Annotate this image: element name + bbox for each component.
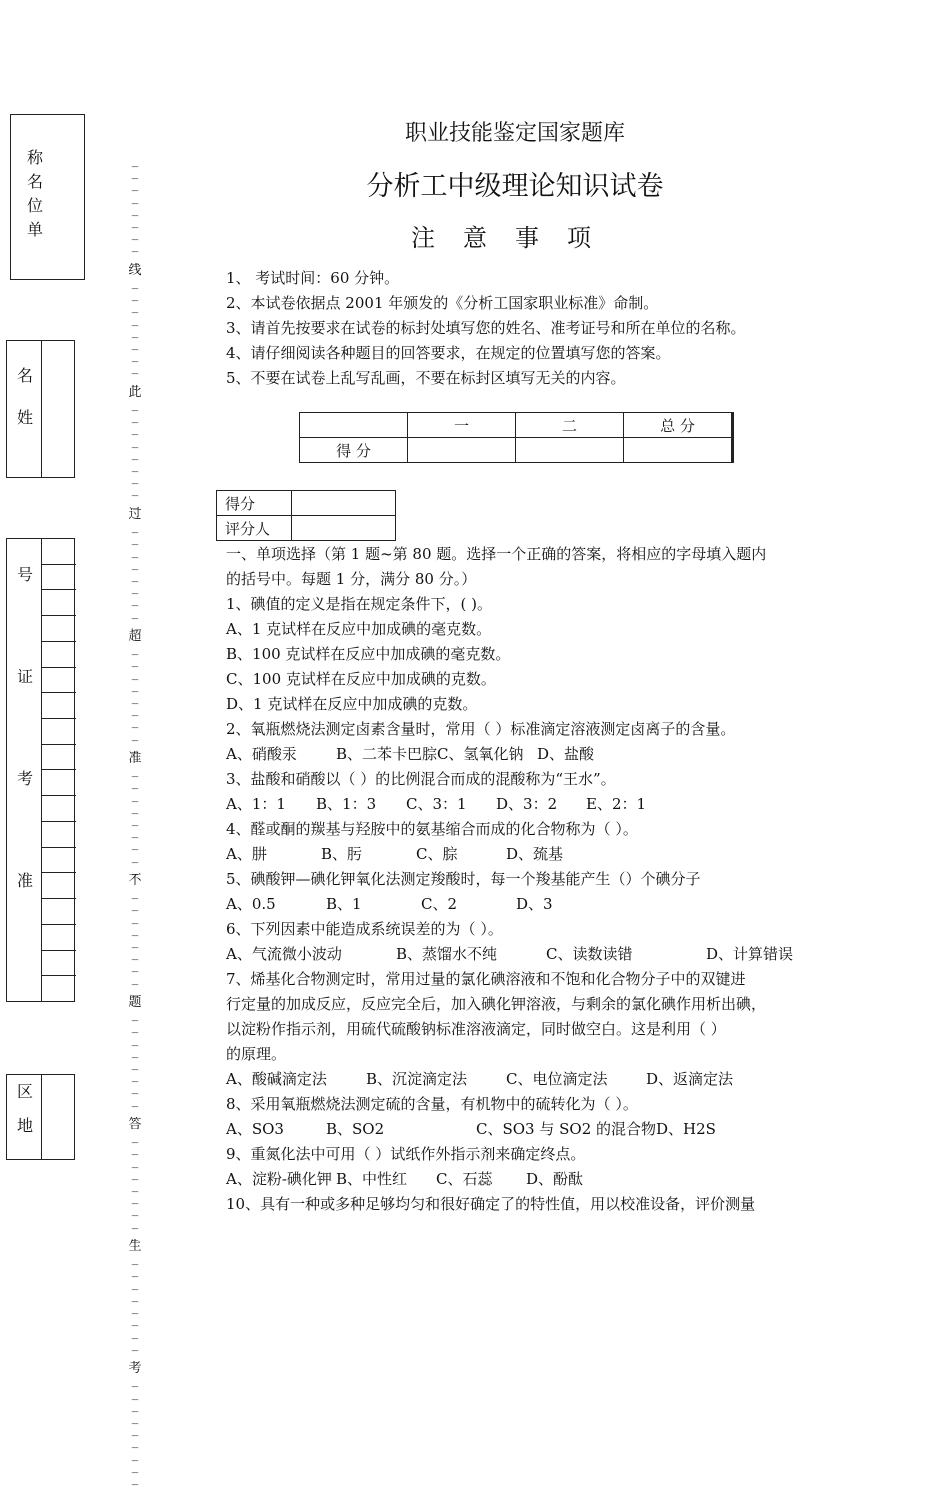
name-blank-field[interactable]	[41, 341, 75, 477]
notice-heading: 注意事项	[411, 224, 619, 252]
question-section	[226, 542, 816, 1217]
question-list	[226, 592, 816, 1217]
score-cell-total[interactable]	[624, 438, 733, 463]
answer-option[interactable]: C、石蕊	[436, 1170, 493, 1188]
answer-option[interactable]: D、酚酞	[526, 1170, 584, 1188]
question-stem: 4、醛或酮的羰基与羟胺中的氨基缩合而成的化合物称为（ ）。	[226, 820, 638, 838]
notice-item: 5、不要在试卷上乱写乱画，不要在标封区填写无关的内容。	[226, 369, 626, 387]
answer-option[interactable]: B、1：3	[316, 795, 377, 813]
score-header-total: 总 分	[624, 413, 733, 438]
answer-option[interactable]: A、1：1	[226, 795, 286, 813]
answer-options	[226, 892, 816, 917]
question-stem: 5、碘酸钾—碘化钾氧化法测定羧酸时，每一个羧基能产生（）个碘分子	[226, 870, 701, 888]
question-stem: 10、具有一种或多种足够均匀和很好确定了的特性值，用以校准设备，评价测量	[226, 1195, 756, 1213]
notice-item: 2、本试卷依据点 2001 年颁发的《分析工国家职业标准》命制。	[226, 294, 659, 312]
question-stem: 3、盐酸和硝酸以（ ）的比例混合而成的混酸称为“王水”。	[226, 770, 616, 788]
unit-label-char: 称名位单	[24, 149, 44, 245]
answer-option[interactable]: B、蒸馏水不纯	[396, 945, 498, 963]
answer-option[interactable]: C、电位滴定法	[506, 1070, 608, 1088]
answer-option[interactable]: A、淀粉-碘化钾	[226, 1170, 332, 1188]
question-bank-title: 职业技能鉴定国家题库	[404, 121, 625, 146]
answer-option[interactable]: C、SO3 与 SO2 的混合物	[476, 1120, 657, 1138]
answer-option[interactable]: B、二苯卡巴腙	[336, 745, 438, 763]
notice-item: 4、请仔细阅读各种题目的回答要求，在规定的位置填写您的答案。	[226, 344, 671, 362]
score-summary-table	[299, 412, 734, 463]
region-blank-field[interactable]	[41, 1075, 75, 1159]
score-header-part1: 一	[408, 413, 516, 438]
exam-id-box	[6, 538, 75, 1002]
answer-option[interactable]: A、SO3	[226, 1120, 284, 1138]
grader-score-cell[interactable]	[292, 491, 396, 516]
answer-option[interactable]: C、2	[421, 895, 458, 913]
exam-id-label: 号证考准	[14, 566, 34, 974]
score-cell-part2[interactable]	[516, 438, 624, 463]
name-label: 名姓	[14, 367, 34, 451]
score-cell-part1[interactable]	[408, 438, 516, 463]
answer-option[interactable]: B、沉淀滴定法	[366, 1070, 468, 1088]
answer-options	[226, 1067, 816, 1092]
score-row-label: 得 分	[300, 438, 408, 463]
answer-options	[226, 642, 816, 667]
answer-option[interactable]: A、酸碱滴定法	[226, 1070, 327, 1088]
answer-options	[226, 617, 816, 642]
answer-option[interactable]: C、读数读错	[546, 945, 633, 963]
answer-option[interactable]: C、100 克试样在反应中加成碘的克数。	[226, 670, 496, 688]
name-box	[6, 340, 75, 478]
answer-option[interactable]: A、气流微小波动	[226, 945, 342, 963]
answer-options	[226, 842, 816, 867]
answer-option[interactable]: D、巯基	[506, 845, 564, 863]
answer-option[interactable]: D、返滴定法	[646, 1070, 734, 1088]
answer-option[interactable]: C、腙	[416, 845, 458, 863]
grader-score-label: 得分	[217, 491, 292, 516]
question-stem: 2、氧瓶燃烧法测定卤素含量时，常用（ ）标准滴定溶液测定卤离子的含量。	[226, 720, 736, 738]
answer-option[interactable]: A、肼	[226, 845, 267, 863]
question-stem: 的原理。	[226, 1045, 287, 1063]
answer-option[interactable]: B、SO2	[326, 1120, 385, 1138]
answer-options	[226, 1167, 816, 1192]
answer-option[interactable]: B、中性红	[336, 1170, 408, 1188]
answer-option[interactable]: D、H2S	[656, 1120, 716, 1138]
question-stem: 1、碘值的定义是指在规定条件下，( )。	[226, 595, 493, 613]
region-label: 区地	[14, 1083, 34, 1151]
question-stem: 8、采用氧瓶燃烧法测定硫的含量，有机物中的硫转化为（ ）。	[226, 1095, 638, 1113]
answer-option[interactable]: E、2：1	[586, 795, 647, 813]
question-stem: 行定量的加成反应，反应完全后，加入碘化钾溶液，与剩余的氯化碘作用析出碘，	[226, 995, 767, 1013]
answer-option[interactable]: A、0.5	[226, 895, 276, 913]
binding-cut-line: _ _ _ _ _ _ _ _ _ 线 _ _ _ _ _ _ _ _ _ 此 _ _ _ _ _ _ _ _ _ 过 _ _ _ _ _ _ _ _ _ 超 _ _ _ _ _ _ _ _ _ 准 _ _ _ _ _ _ _ _ _ 不 _ _ _ _ _ _ _ _ _ 题 _ _ _ _ _ _ _ _ _ 答 _ _ _ _ _ _ _ _ _ 生 _ _ _ _ _ _ _ _ _ 考 _ _ _ _ _ _ _ _ _	[128, 153, 142, 1486]
answer-options	[226, 792, 816, 817]
exam-title: 分析工中级理论知识试卷	[366, 171, 664, 202]
section-grader-table	[216, 490, 396, 541]
answer-options	[226, 742, 816, 767]
answer-options	[226, 667, 816, 692]
section-intro: 的括号中。每题 1 分，满分 80 分。）	[226, 570, 477, 588]
answer-options	[226, 942, 816, 967]
exam-id-digit-cells[interactable]	[41, 539, 76, 1001]
answer-option[interactable]: A、1 克试样在反应中加成碘的毫克数。	[226, 620, 492, 638]
score-header-part2: 二	[516, 413, 624, 438]
notice-list	[226, 266, 746, 391]
notice-item: 1、 考试时间：60 分钟。	[226, 269, 400, 287]
answer-option[interactable]: B、1	[326, 895, 362, 913]
answer-options	[226, 692, 816, 717]
question-stem: 以淀粉作指示剂，用硫代硫酸钠标准溶液滴定，同时做空白。这是利用（ ）	[226, 1020, 726, 1038]
grader-name-cell[interactable]	[292, 516, 396, 541]
answer-option[interactable]: D、盐酸	[537, 745, 595, 763]
answer-option[interactable]: B、肟	[321, 845, 363, 863]
answer-option[interactable]: D、3：2	[496, 795, 558, 813]
answer-option[interactable]: A、硝酸汞	[226, 745, 297, 763]
question-stem: 9、重氮化法中可用（ ）试纸作外指示剂来确定终点。	[226, 1145, 586, 1163]
answer-option[interactable]: C、3：1	[406, 795, 467, 813]
answer-option[interactable]: D、3	[516, 895, 553, 913]
answer-options	[226, 1117, 816, 1142]
answer-option[interactable]: D、1 克试样在反应中加成碘的克数。	[226, 695, 478, 713]
section-intro: 一、单项选择（第 1 题~第 80 题。选择一个正确的答案，将相应的字母填入题内	[226, 545, 767, 563]
grader-name-label: 评分人	[217, 516, 292, 541]
answer-option[interactable]: B、100 克试样在反应中加成碘的毫克数。	[226, 645, 511, 663]
answer-option[interactable]: D、计算错误	[706, 945, 794, 963]
question-stem: 6、下列因素中能造成系统误差的为（ ）。	[226, 920, 503, 938]
region-box	[6, 1074, 75, 1160]
question-stem: 7、烯基化合物测定时，常用过量的氯化碘溶液和不饱和化合物分子中的双键进	[226, 970, 746, 988]
notice-item: 3、请首先按要求在试卷的标封处填写您的姓名、准考证号和所在单位的名称。	[226, 319, 746, 337]
answer-option[interactable]: C、氢氧化钠	[437, 745, 524, 763]
score-header-blank	[300, 413, 408, 438]
